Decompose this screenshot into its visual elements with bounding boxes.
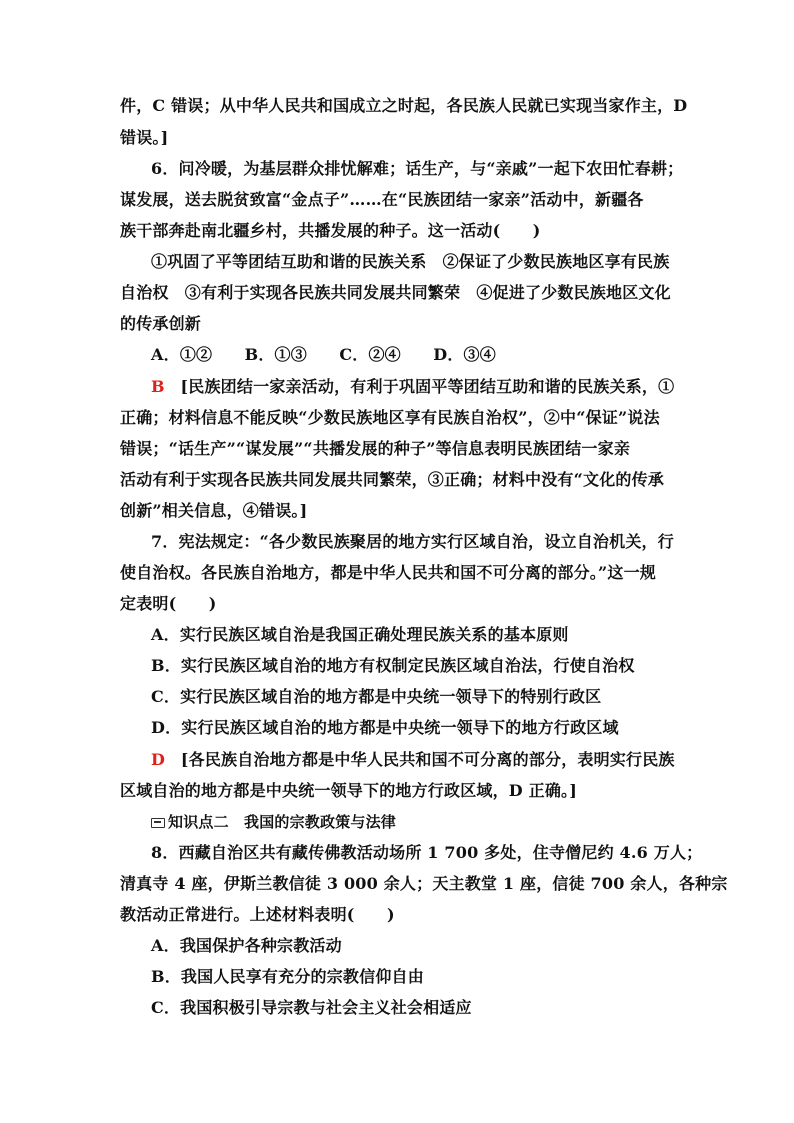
question-7-option-c: C．实行民族区域自治的地方都是中央统一领导下的特别行政区: [151, 687, 602, 706]
section-heading: [151, 811, 396, 833]
text-line: 区域自治的地方都是中央统一领导下的地方行政区域，D 正确。]: [120, 781, 578, 800]
explanation-text: [各民族自治地方都是中华人民共和国不可分离的部分，表明实行民族: [180, 750, 675, 769]
text-line: 错误；“话生产”“谋发展”“共播发展的种子”等信息表明民族团结一家亲: [120, 439, 631, 458]
text-line: 教活动正常进行。上述材料表明( ): [120, 905, 395, 924]
question-6-explanation: [151, 376, 674, 398]
text-line: 的传承创新: [120, 314, 202, 333]
text-line: 定表明( ): [120, 594, 217, 613]
section-marker-icon: [151, 816, 165, 828]
answer-letter: D: [151, 750, 166, 769]
text-line: 使自治权。各民族自治地方，都是中华人民共和国不可分离的部分。”这一规: [120, 563, 657, 582]
text-line: 错误。]: [120, 128, 169, 147]
question-6-stem: 6．问冷暖，为基层群众排忧解难；话生产，与“亲戚”一起下农田忙春耕；: [151, 159, 684, 178]
text-line: 正确；材料信息不能反映“少数民族地区享有民族自治权”，②中“保证”说法: [120, 408, 660, 427]
text-line: 清真寺 4 座，伊斯兰教信徒 3 000 余人；天主教堂 1 座，信徒 700 余人，各种宗: [120, 874, 728, 893]
question-8-option-c: C．我国积极引导宗教与社会主义社会相适应: [151, 998, 472, 1017]
text-line: 创新”相关信息，④错误。]: [120, 501, 308, 520]
question-8-option-a: A．我国保护各种宗教活动: [151, 936, 342, 955]
question-7-option-a: A．实行民族区域自治是我国正确处理民族关系的基本原则: [151, 625, 569, 644]
explanation-text: [民族团结一家亲活动，有利于巩固平等团结互助和谐的民族关系，①: [180, 377, 675, 396]
text-line: 自治权 ③有利于实现各民族共同发展共同繁荣 ④促进了少数民族地区文化: [120, 283, 671, 302]
question-7-explanation: [151, 749, 675, 771]
question-8-option-b: B．我国人民享有充分的宗教信仰自由: [151, 967, 424, 986]
answer-letter: B: [151, 377, 165, 396]
text-line: 件，C 错误；从中华人民共和国成立之时起，各民族人民就已实现当家作主，D: [120, 96, 688, 115]
text-line: 活动有利于实现各民族共同发展共同繁荣，③正确；材料中没有“文化的传承: [120, 470, 665, 489]
question-6-choices: A．①② B．①③ C．②④ D．③④: [151, 345, 496, 364]
section-title: 知识点二 我国的宗教政策与法律: [168, 813, 397, 831]
question-6-options-statements: ①巩固了平等团结互助和谐的民族关系 ②保证了少数民族地区享有民族: [151, 252, 670, 271]
question-7-stem: 7．宪法规定：“各少数民族聚居的地方实行区域自治，设立自治机关，行: [151, 532, 674, 551]
text-line: 族干部奔赴南北疆乡村，共播发展的种子。这一活动( ): [120, 221, 541, 240]
text-line: 谋发展，送去脱贫致富“金点子”……在“民族团结一家亲”活动中，新疆各: [120, 190, 644, 209]
question-8-stem: 8．西藏自治区共有藏传佛教活动场所 1 700 多处，住寺僧尼约 4.6 万人；: [151, 843, 703, 862]
question-7-option-b: B．实行民族区域自治的地方有权制定民族区域自治法，行使自治权: [151, 656, 635, 675]
question-7-option-d: D．实行民族区域自治的地方都是中央统一领导下的地方行政区域: [151, 718, 619, 737]
